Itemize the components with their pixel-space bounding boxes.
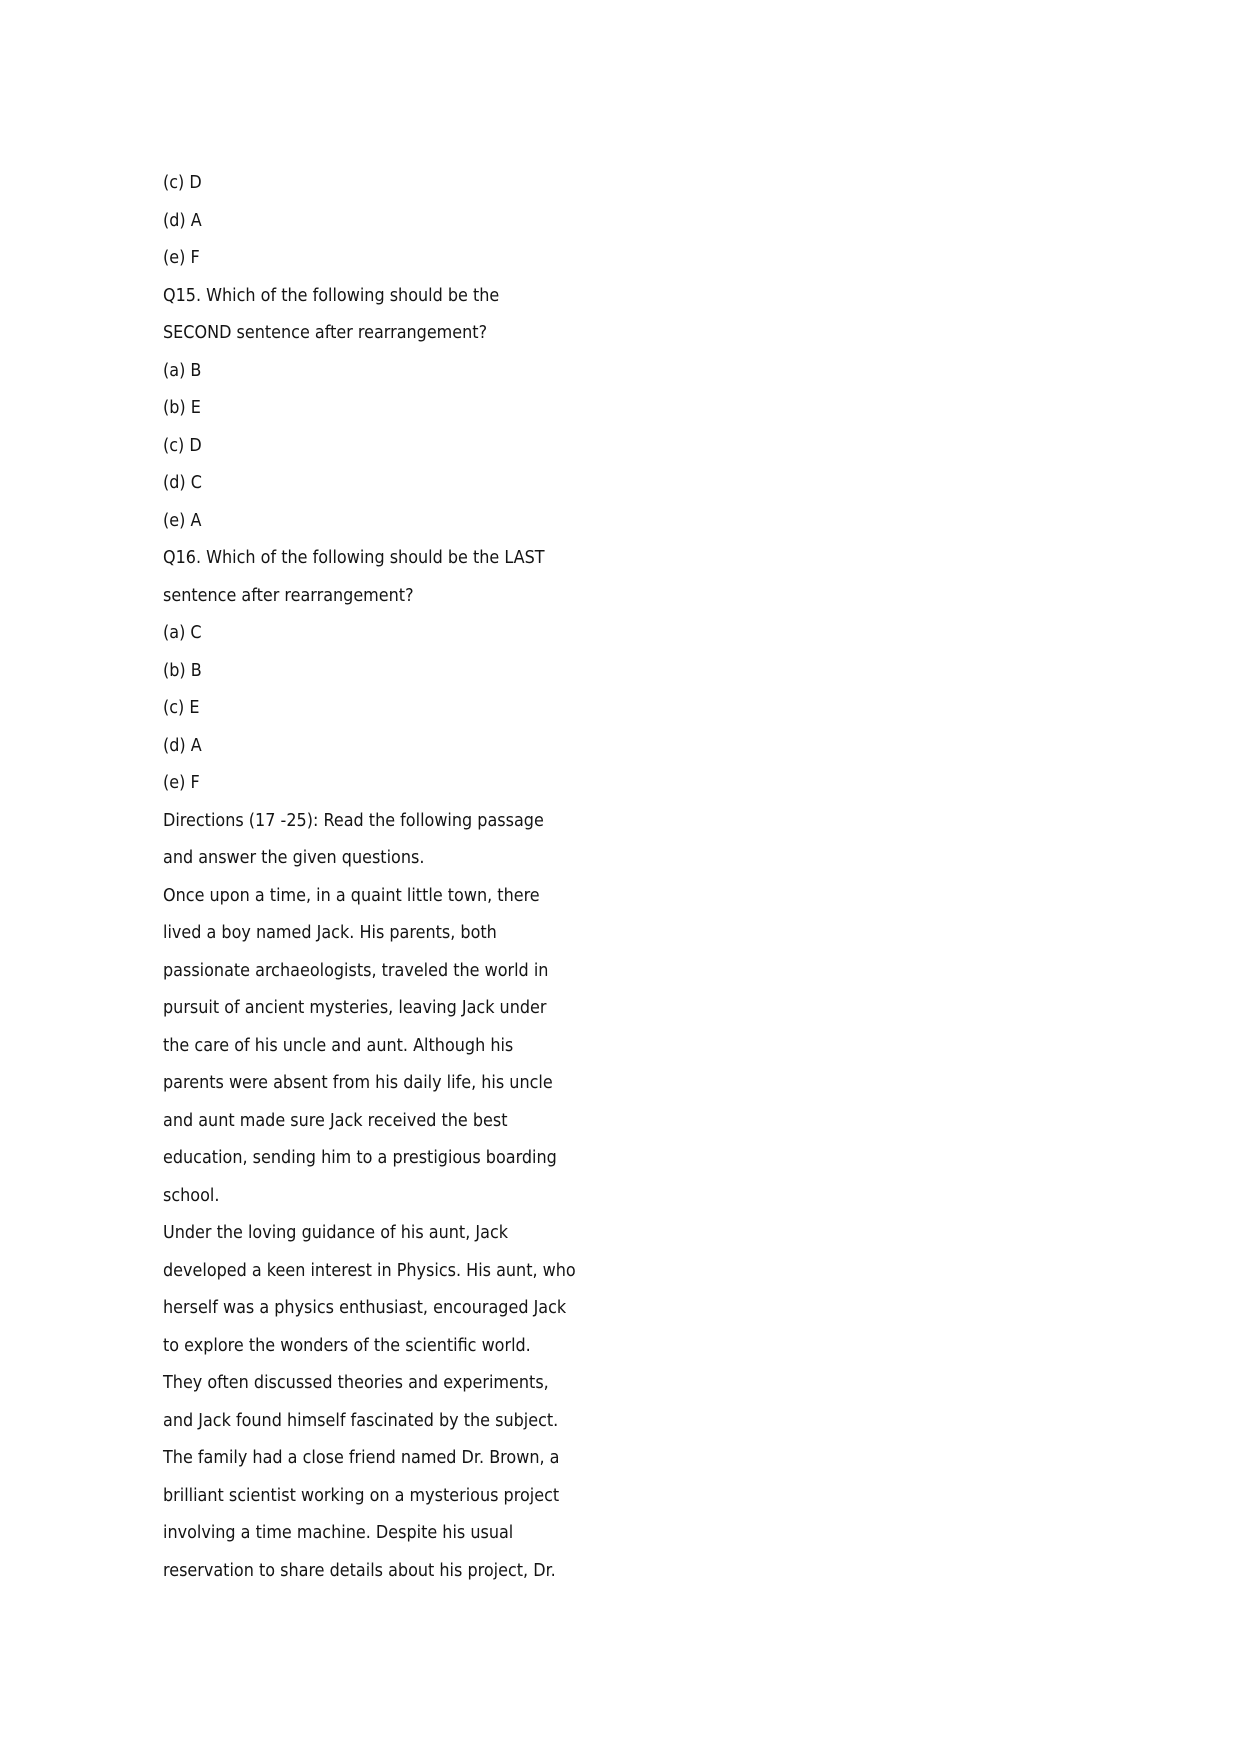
question-text: Q16. Which of the following should be the LAST [163,547,545,568]
option-c: (c) D [163,434,202,456]
passage-line: parents were absent from his daily life, his uncle [163,1072,553,1093]
directions-text: Directions (17 -25): Read the following passage [163,809,544,831]
passage-line: school. [163,1184,220,1206]
directions [163,802,661,877]
passage-line: the care of his uncle and aunt. Although his [163,1034,514,1056]
passage-line: reservation to share details about his project, Dr. [163,1559,556,1581]
option-b: (b) E [163,397,201,418]
passage-line: to explore the wonders of the scientific world. [163,1334,531,1356]
option-e: (e) A [163,509,202,531]
passage-line: Once upon a time, in a quaint little town, there [163,884,540,906]
reading-passage [163,877,661,1590]
directions-text: and answer the given questions. [163,847,425,868]
passage-line: education, sending him to a prestigious boarding [163,1147,557,1168]
passage-line: developed a keen interest in Physics. His aunt, who [163,1259,576,1281]
passage-line: pursuit of ancient mysteries, leaving Jack under [163,997,547,1018]
option-d: (d) C [163,472,202,493]
question-text: sentence after rearrangement? [163,584,414,606]
question-16 [163,539,661,802]
option-e: (e) F [163,772,200,793]
question-text: SECOND sentence after rearrangement? [163,322,488,343]
option-a: (a) B [163,359,202,381]
page-content [163,164,661,1589]
passage-line: brilliant scientist working on a mysterious project [163,1484,560,1506]
passage-line: The family had a close friend named Dr. Brown, a [163,1447,560,1468]
passage-line: herself was a physics enthusiast, encouraged Jack [163,1297,567,1318]
option-a: (a) C [163,622,202,643]
question-text: Q15. Which of the following should be the [163,284,500,306]
passage-line: Under the loving guidance of his aunt, Jack [163,1222,509,1243]
option-e: (e) F [163,247,200,268]
q14-options [163,164,661,277]
passage-line: and aunt made sure Jack received the best [163,1109,508,1131]
passage-line: and Jack found himself fascinated by the subject. [163,1409,559,1431]
passage-line: involving a time machine. Despite his usual [163,1522,514,1543]
passage-line: They often discussed theories and experiments, [163,1372,549,1393]
passage-line: passionate archaeologists, traveled the world in [163,959,549,981]
option-c: (c) E [163,697,200,718]
passage-line: lived a boy named Jack. His parents, both [163,922,497,943]
option-d: (d) A [163,734,202,756]
option-b: (b) B [163,659,202,681]
question-15 [163,277,661,540]
option-d: (d) A [163,209,202,231]
option-c: (c) D [163,172,202,193]
